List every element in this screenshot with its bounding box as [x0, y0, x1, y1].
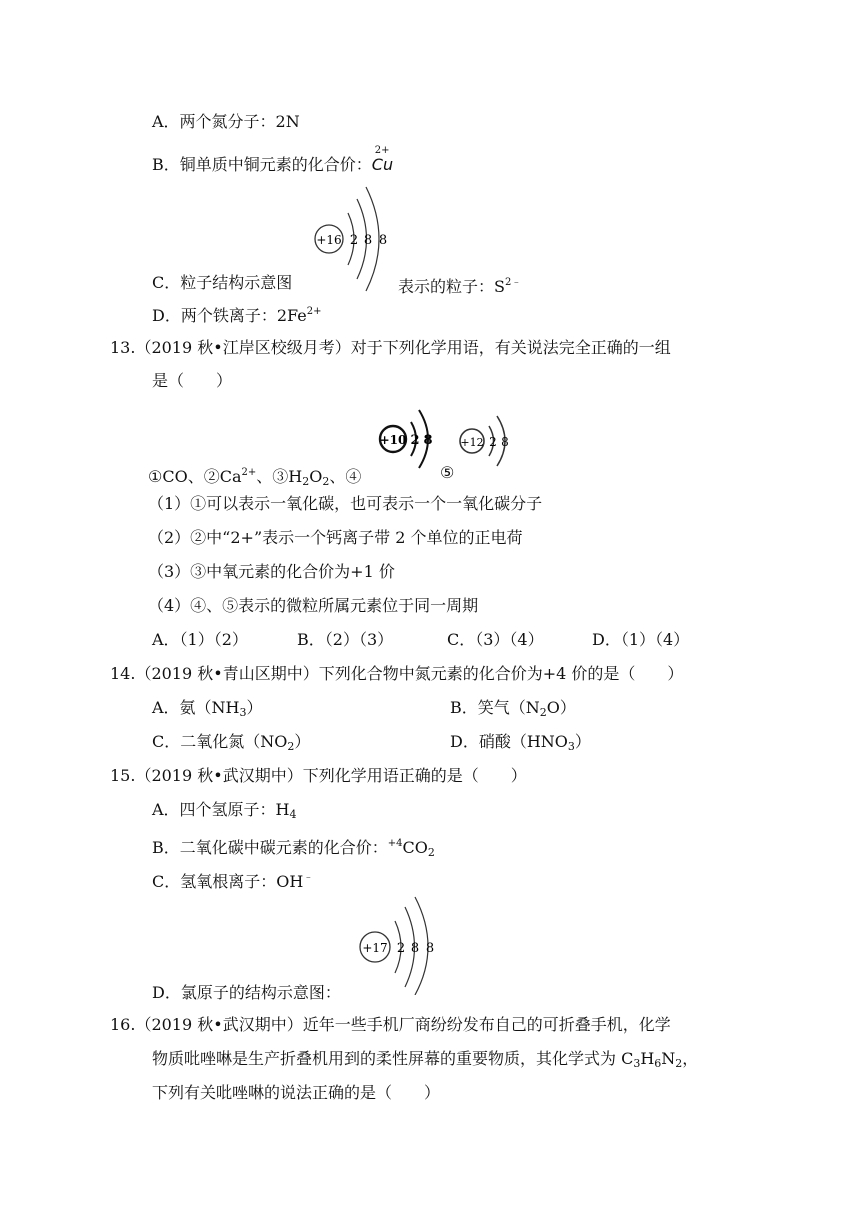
q15-option-a: A．四个氢原子：$H_4$: [152, 800, 297, 821]
q13-statement-2: （2）②中“2+”表示一个钙离子带 2 个单位的正电荷: [148, 528, 523, 547]
q12-option-d: D．两个铁离子：$2Fe^{2+}$: [152, 306, 322, 325]
q14-option-a: A．氨$(NH_3)$: [152, 698, 263, 719]
q13-option-c: C．（3）（4）: [447, 630, 544, 649]
shell-2: 8: [410, 941, 420, 956]
q15-option-c: C．氢氧根离子：OH﹣: [152, 872, 314, 891]
q15-option-b: B．二氧化碳中碳元素的化合价：$^{+4}CO_2$: [152, 838, 435, 859]
q15-chlorine-atom-diagram: [355, 895, 445, 995]
q13-diagram-5: [455, 410, 525, 476]
q12-option-c-prefix: C．粒子结构示意图: [152, 273, 293, 292]
q16-line3: 下列有关吡唑啉的说法正确的是（ ）: [152, 1083, 441, 1102]
shell-3: 8: [425, 941, 435, 956]
q13-statement-1: （1）①可以表示一氧化碳，也可表示一个一氧化碳分子: [148, 494, 543, 513]
shell-2: 8: [501, 435, 509, 449]
shell-1: 2: [396, 941, 406, 956]
q13-stem-line2: 是（ ）: [152, 371, 233, 390]
shell-1: 2: [489, 435, 497, 449]
nucleus-charge: +10: [379, 433, 407, 447]
q12-sulfur-ion-diagram: [310, 185, 395, 295]
nucleus-charge: +12: [460, 436, 484, 449]
q13-statement-3: （3）③中氧元素的化合价为+1 价: [148, 562, 395, 581]
q14-option-d: D．硝酸$(HNO_3)$: [450, 732, 591, 753]
q13-option-a: A．（1）（2）: [152, 630, 248, 649]
q12-option-b-valence: 2+: [374, 145, 390, 156]
q12-option-c-suffix: 表示的粒子：$S^{2﹣}$: [398, 277, 522, 296]
shell-3: 8: [378, 233, 388, 248]
q12-option-a: A．两个氮分子：2N: [152, 112, 300, 131]
q14-option-c: C．二氧化氮$(NO_2)$: [152, 732, 311, 753]
q13-items: ①CO、$②Ca^{2+}$、$③H_2O_2$、④: [148, 467, 362, 488]
nucleus-charge: +17: [362, 941, 388, 955]
q12-option-b: B．铜单质中铜元素的化合价： 2+ Cu: [152, 155, 393, 175]
q14-option-b: B．笑气$(N_2O)$: [450, 698, 576, 719]
q13-diagram-4: [375, 402, 445, 480]
shell-1: 2: [349, 233, 359, 248]
shell-2: 8: [363, 233, 373, 248]
q16-line1: 16.（2019 秋•武汉期中）近年一些手机厂商纷纷发布自己的可折叠手机，化学: [110, 1015, 671, 1034]
shell-1: 2: [410, 433, 420, 448]
q15-option-d: D．氯原子的结构示意图：: [152, 983, 341, 1002]
q13-stem-line1: 13.（2019 秋•江岸区校级月考）对于下列化学用语，有关说法完全正确的一组: [110, 338, 671, 357]
q13-statement-4: （4）④、⑤表示的微粒所属元素位于同一周期: [148, 596, 479, 615]
nucleus-charge: +16: [316, 233, 342, 247]
q15-stem: 15.（2019 秋•武汉期中）下列化学用语正确的是（ ）: [110, 766, 527, 785]
q13-item-5-label: ⑤: [440, 463, 455, 482]
q14-stem: 14.（2019 秋•青山区期中）下列化合物中氮元素的化合价为+4 价的是（ ）: [110, 664, 684, 683]
shell-2: 8: [423, 433, 433, 448]
q13-option-b: B．（2）（3）: [297, 630, 394, 649]
q13-option-d: D．（1）（4）: [592, 630, 690, 649]
q16-line2: 物质吡唑啉是生产折叠机用到的柔性屏幕的重要物质，其化学式为 $C_3H_6N_2$，: [152, 1049, 699, 1070]
